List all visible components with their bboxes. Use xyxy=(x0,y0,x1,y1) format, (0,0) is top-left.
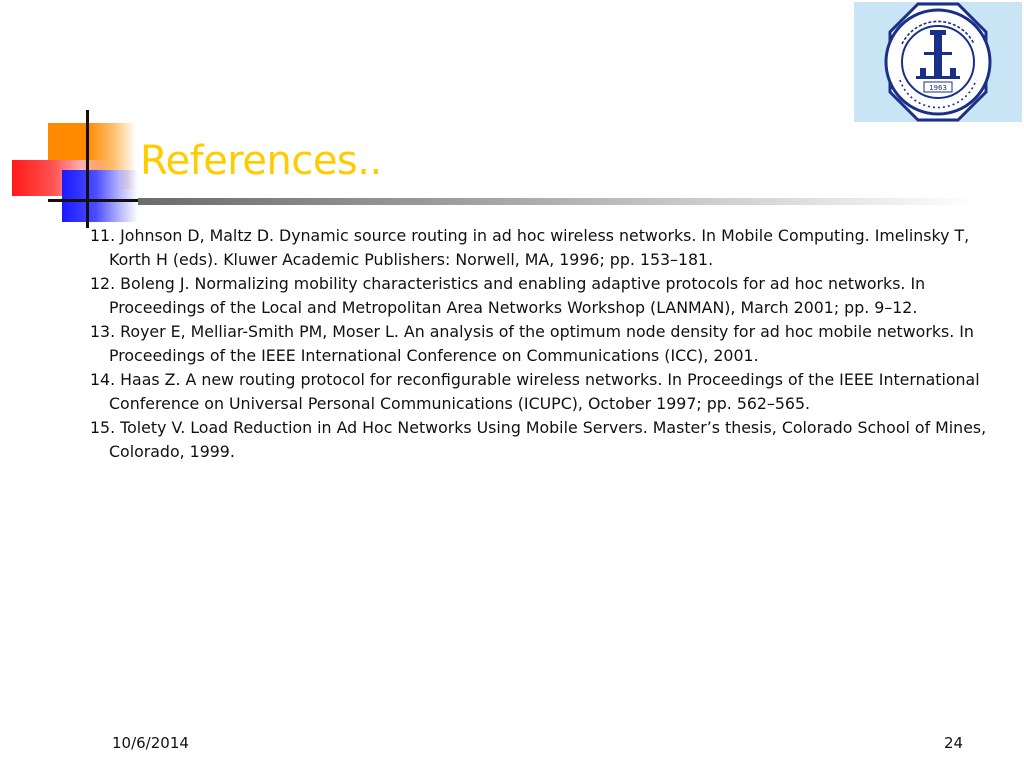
reference-item: 12. Boleng J. Normalizing mobility characteristics and enabling adaptive protocols for ad hoc networks. In Proceedings of the Local and Metropolitan Area Networks Workshop (LANMAN), March 2001; pp. 9–12. xyxy=(90,274,926,317)
reference-item: 14. Haas Z. A new routing protocol for reconfigurable wireless networks. In Proceedings of the IEEE International Conference on Universal Personal Communications (ICUPC), October 1997; pp. 562–565. xyxy=(90,370,980,413)
reference-item: 13. Royer E, Melliar-Smith PM, Moser L. An analysis of the optimum node density for ad hoc mobile networks. In Proceedings of the IEEE International Conference on Communications (ICC), 2001. xyxy=(90,322,974,365)
reference-item: 15. Tolety V. Load Reduction in Ad Hoc Networks Using Mobile Servers. Master’s thesis, Colorado School of Mines, Colorado, 1999. xyxy=(90,418,987,461)
decor-blue-square xyxy=(62,170,138,222)
reference-item: 11. Johnson D, Maltz D. Dynamic source routing in ad hoc wireless networks. In Mobile Computing. Imelinsky T, Korth H (eds). Kluwer Academic Publishers: Norwell, MA, 1996; pp. 153–181. xyxy=(90,226,970,269)
university-seal-icon xyxy=(854,2,1022,122)
seal-year: 1963 xyxy=(929,84,947,92)
title-underline xyxy=(138,198,978,205)
footer-date: 10/6/2014 xyxy=(112,734,189,752)
page-number: 24 xyxy=(944,734,964,752)
decor-horizontal-line xyxy=(48,199,148,202)
decor-vertical-line xyxy=(86,110,89,228)
reference-list xyxy=(90,224,995,464)
logo xyxy=(854,2,1022,122)
page-title: References.. xyxy=(140,138,382,184)
